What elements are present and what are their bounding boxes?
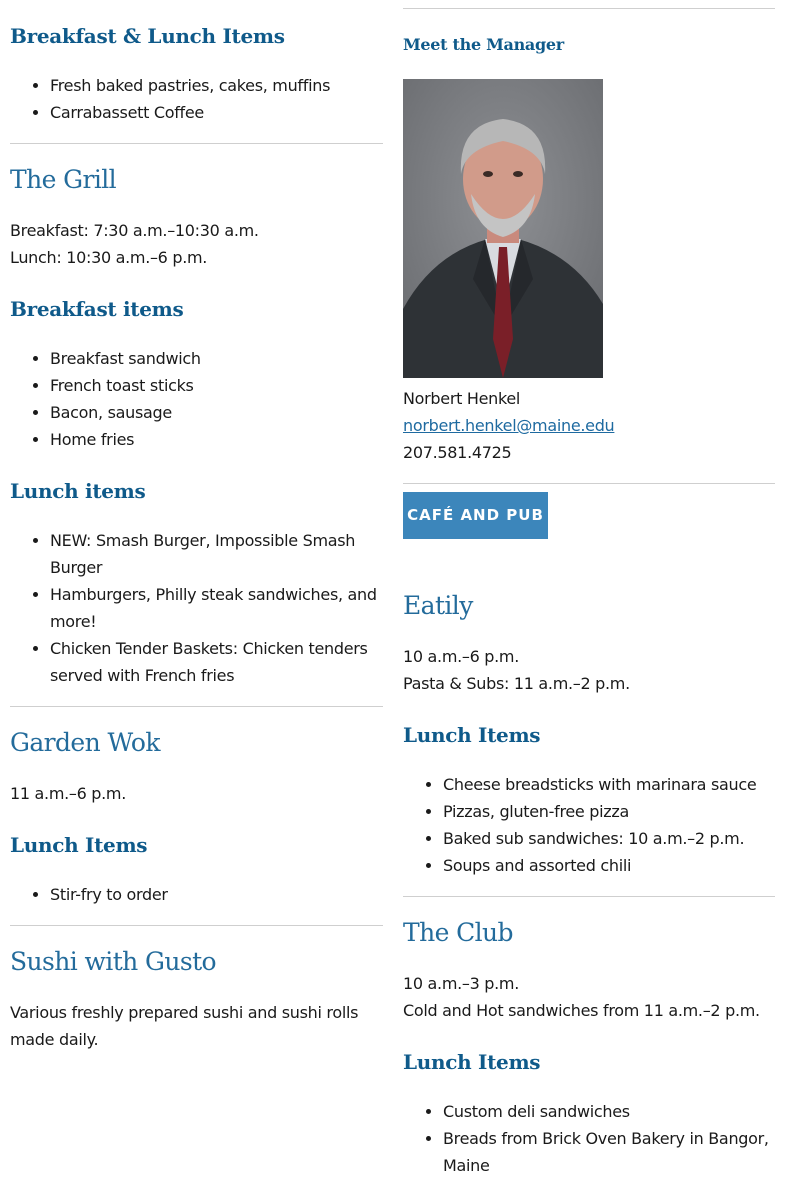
list-item: • Hamburgers, Philly steak sandwiches, and more! <box>50 581 383 635</box>
eatily-lunch-list <box>403 771 756 879</box>
sushi-description: Various freshly prepared sushi and sushi rolls made daily. <box>10 1003 359 1049</box>
list-item: • Pizzas, gluten-free pizza <box>443 798 756 825</box>
list-item: • Baked sub sandwiches: 10 a.m.–2 p.m. <box>443 825 756 852</box>
list-item: • Carrabassett Coffee <box>50 99 330 126</box>
breakfast-lunch-heading: Breakfast & Lunch Items <box>10 24 285 48</box>
manager-photo <box>403 79 603 378</box>
list-item: • Home fries <box>50 426 201 453</box>
club-hours: 10 a.m.–3 p.m. <box>403 974 519 993</box>
divider <box>10 706 383 707</box>
eatily-pasta-hours: Pasta & Subs: 11 a.m.–2 p.m. <box>403 674 630 693</box>
list-item: • Stir-fry to order <box>50 881 168 908</box>
list-item: • Breads from Brick Oven Bakery in Bangor, Maine <box>443 1125 775 1179</box>
divider <box>10 925 383 926</box>
wok-lunch-heading: Lunch Items <box>10 833 148 857</box>
manager-portrait-image <box>403 79 603 378</box>
eatily-lunch-heading: Lunch Items <box>403 723 541 747</box>
cafe-and-pub-button[interactable]: CAFÉ AND PUB <box>403 492 548 539</box>
club-sandwich-hours: Cold and Hot sandwiches from 11 a.m.–2 p.m. <box>403 1001 760 1020</box>
list-item: • Chicken Tender Baskets: Chicken tenders served with French fries <box>50 635 383 689</box>
wok-hours: 11 a.m.–6 p.m. <box>10 784 126 803</box>
list-item: • Cheese breadsticks with marinara sauce <box>443 771 756 798</box>
divider <box>10 143 383 144</box>
grill-breakfast-heading: Breakfast items <box>10 297 184 321</box>
manager-name: Norbert Henkel <box>403 389 521 408</box>
grill-title: The Grill <box>10 165 117 194</box>
eatily-title: Eatily <box>403 591 473 620</box>
manager-email-link[interactable]: norbert.henkel@maine.edu <box>403 416 615 435</box>
divider <box>403 896 775 897</box>
manager-heading: Meet the Manager <box>403 35 564 54</box>
sushi-title: Sushi with Gusto <box>10 947 216 976</box>
list-item: • NEW: Smash Burger, Impossible Smash Burger <box>50 527 383 581</box>
club-lunch-list <box>403 1098 775 1179</box>
list-item: • Fresh baked pastries, cakes, muffins <box>50 72 330 99</box>
breakfast-lunch-list <box>10 72 330 126</box>
list-item: • Custom deli sandwiches <box>443 1098 775 1125</box>
divider <box>403 8 775 9</box>
grill-lunch-list <box>10 527 383 689</box>
eatily-hours: 10 a.m.–6 p.m. <box>403 647 519 666</box>
wok-lunch-list <box>10 881 168 908</box>
list-item: • Bacon, sausage <box>50 399 201 426</box>
grill-breakfast-list <box>10 345 201 453</box>
manager-phone: 207.581.4725 <box>403 443 512 462</box>
divider <box>403 483 775 484</box>
club-lunch-heading: Lunch Items <box>403 1050 541 1074</box>
club-title: The Club <box>403 918 513 947</box>
wok-title: Garden Wok <box>10 728 160 757</box>
list-item: • French toast sticks <box>50 372 201 399</box>
list-item: • Breakfast sandwich <box>50 345 201 372</box>
grill-hours-lunch: Lunch: 10:30 a.m.–6 p.m. <box>10 248 208 267</box>
grill-hours-breakfast: Breakfast: 7:30 a.m.–10:30 a.m. <box>10 221 259 240</box>
list-item: • Soups and assorted chili <box>443 852 756 879</box>
grill-lunch-heading: Lunch items <box>10 479 146 503</box>
